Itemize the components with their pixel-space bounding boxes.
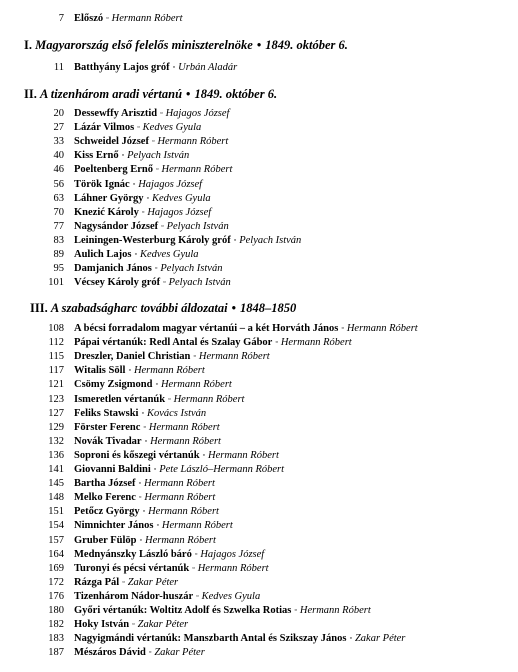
entry-author: Hermann Róbert (148, 506, 219, 518)
separator-icon: ▫ (148, 648, 152, 657)
page-number: 148 (48, 492, 64, 504)
entry-text (74, 548, 264, 561)
section-number: II. (24, 87, 40, 101)
separator-icon: ▫ (137, 123, 140, 132)
entry-title: Bartha József (74, 478, 136, 490)
entry-author: Hermann Róbert (144, 492, 216, 504)
bullet-icon: • (186, 87, 191, 101)
section-date: 1848–1850 (240, 301, 297, 315)
entry-text (74, 407, 206, 420)
separator-icon: ▫ (193, 352, 196, 361)
entry-author: Hermann Róbert (144, 478, 215, 490)
page-number: 187 (48, 647, 64, 659)
entry-title: Nimnichter János (74, 520, 154, 532)
separator-icon: ▫ (106, 14, 109, 22)
entry-text (74, 604, 371, 617)
page-number: 154 (48, 520, 64, 532)
entry-text (74, 107, 229, 120)
separator-icon: ▫ (132, 620, 135, 629)
entry-title: Batthyány Lajos gróf (74, 62, 170, 73)
entry-text (74, 534, 216, 547)
entry-author: Hermann Róbert (346, 323, 418, 334)
page-number: 77 (53, 220, 64, 232)
entry-text (74, 421, 220, 434)
entry-title: Novák Tivadar (74, 435, 142, 447)
entry-title: Győri vértanúk: Woltitz Adolf és Szwelka Rotias (74, 605, 292, 616)
separator-icon: ▫ (160, 109, 163, 117)
entry-title: Mednyánszky László báró (74, 548, 192, 560)
separator-icon: ▫ (172, 63, 176, 71)
entry-author: Hermann Róbert (133, 365, 205, 377)
entry-title: Poeltenberg Ernő (74, 164, 154, 176)
entry-text (74, 206, 211, 219)
page-number: 172 (48, 576, 64, 588)
entry-author: Kedves Gyula (152, 192, 211, 204)
entry-title: Aulich Lajos (74, 249, 132, 260)
entry-title: Leiningen-Westerburg Károly gróf (74, 234, 231, 246)
entry-title: Witalis Söll (74, 365, 126, 377)
separator-icon: ▫ (168, 394, 171, 403)
entry-text (74, 276, 231, 289)
entry-author: Zakar Péter (137, 619, 189, 631)
entry-author: Zakar Péter (154, 647, 205, 659)
page-number: 63 (53, 192, 64, 204)
section-date: 1849. október 6. (265, 38, 348, 52)
page-number: 145 (48, 478, 64, 490)
page-number: 7 (58, 13, 64, 24)
page-number: 132 (48, 435, 64, 447)
entry-text (74, 163, 232, 176)
entry-author: Kedves Gyula (142, 122, 202, 134)
entry-title: Pápai vértanúk: Redl Antal és Szalay Gábor (74, 337, 273, 349)
page-number: 176 (48, 590, 64, 602)
entry-text (74, 491, 215, 504)
separator-icon: ▫ (155, 380, 158, 389)
separator-icon: ▫ (154, 264, 158, 273)
entry-title: Gruber Fülöp (74, 534, 137, 546)
entry-title: Soproni és kőszegi vértanúk (74, 449, 200, 461)
separator-icon: ▫ (138, 479, 142, 488)
separator-icon: ▫ (202, 450, 206, 459)
separator-icon: ▫ (194, 549, 198, 558)
entry-text (74, 121, 201, 134)
page-number: 180 (48, 605, 64, 616)
entry-author: Pete László–Hermann Róbert (159, 464, 285, 475)
entry-author: Hermann Róbert (197, 562, 269, 574)
entry-author: Zakar Péter (354, 633, 406, 645)
entry-text (74, 61, 237, 74)
entry-text (74, 178, 202, 191)
entry-text (74, 449, 279, 462)
separator-icon: ▫ (163, 278, 166, 287)
entry-text (74, 192, 211, 205)
entry-title: Láhner György (74, 192, 144, 204)
separator-icon: ▫ (146, 193, 150, 202)
page-number: 56 (53, 178, 64, 190)
entry-author: Hermann Róbert (299, 605, 371, 616)
entry-author: Pelyach István (168, 277, 231, 289)
page-number: 169 (48, 562, 64, 574)
entry-text (74, 364, 205, 377)
separator-icon: ▫ (196, 591, 199, 600)
section-number: III. (30, 301, 51, 315)
entry-author: Kovács István (146, 407, 207, 419)
entry-text (74, 519, 233, 532)
section-title: A tizenhárom aradi vértanú (39, 87, 183, 101)
entry-text (74, 262, 222, 275)
entry-title: Rázga Pál (74, 576, 120, 588)
entry-author: Kedves Gyula (201, 590, 261, 602)
separator-icon: ▫ (132, 179, 136, 188)
entry-title: Dessewffy Arisztid (74, 108, 158, 119)
entry-author: Hermann Róbert (161, 164, 233, 176)
entry-author: Hermann Róbert (148, 421, 220, 433)
entry-author: Hajagos József (165, 108, 230, 119)
separator-icon: ▫ (161, 221, 164, 230)
section-title: A szabadságharc további áldozatai (50, 301, 228, 315)
entry-title: Förster Ferenc (74, 421, 141, 433)
entry-text (74, 12, 183, 25)
entry-title: Dreszler, Daniel Christian (74, 351, 191, 363)
bullet-icon: • (231, 301, 236, 315)
page-number: 183 (48, 633, 64, 645)
entry-text (74, 435, 221, 448)
entry-author: Kedves Gyula (139, 249, 199, 260)
entry-text (74, 477, 215, 490)
entry-author: Hermann Róbert (150, 435, 221, 447)
entry-title: Feliks Stawski (74, 407, 139, 419)
page-number: 33 (53, 136, 64, 148)
separator-icon: ▫ (122, 577, 125, 586)
entry-title: Tizenhárom Nádor-huszár (74, 590, 194, 602)
separator-icon: ▫ (141, 207, 145, 216)
entry-title: Damjanich János (74, 263, 152, 275)
entry-text (74, 632, 405, 645)
page-number: 182 (48, 619, 64, 631)
entry-text (74, 463, 284, 476)
entry-author: Hermann Róbert (157, 136, 229, 148)
entry-text (74, 135, 228, 148)
entry-title: Lázár Vilmos (74, 122, 135, 134)
entry-author: Hajagos József (200, 548, 265, 560)
bullet-icon: • (256, 38, 262, 52)
section-heading (30, 301, 296, 316)
entry-title: Hoky István (74, 619, 130, 631)
page-number: 108 (48, 323, 64, 334)
entry-title: Nagyigmándi vértanúk: Manszbarth Antal és Szikszay János (74, 633, 347, 645)
separator-icon: ▫ (275, 338, 278, 347)
page-number: 121 (48, 379, 64, 391)
entry-author: Hermann Róbert (161, 520, 233, 532)
separator-icon: ▫ (142, 507, 146, 516)
entry-author: Hermann Róbert (160, 379, 232, 391)
entry-title: Csömy Zsigmond (74, 379, 153, 391)
page-number: 157 (48, 534, 64, 546)
entry-title: Petőcz György (74, 506, 140, 518)
separator-icon: ▫ (138, 493, 142, 502)
entry-title: Török Ignác (74, 178, 130, 190)
entry-text (74, 234, 301, 247)
separator-icon: ▫ (349, 634, 352, 643)
separator-icon: ▫ (128, 366, 131, 375)
page-number: 101 (48, 277, 64, 289)
entry-title: Schweidel József (74, 136, 149, 148)
entry-text (74, 576, 178, 589)
section-date: 1849. október 6. (194, 87, 278, 101)
entry-text (74, 646, 205, 659)
entry-text (74, 590, 260, 603)
entry-title: A bécsi forradalom magyar vértanúi – a két Horváth János (74, 323, 339, 334)
page-number: 136 (48, 449, 64, 461)
entry-author: Hajagos József (138, 178, 203, 190)
separator-icon: ▫ (192, 563, 195, 572)
entry-text (74, 562, 269, 575)
separator-icon: ▫ (139, 535, 143, 544)
page-number: 46 (53, 164, 64, 176)
page-number: 27 (53, 122, 64, 134)
separator-icon: ▫ (141, 408, 144, 417)
page-number: 20 (53, 108, 64, 119)
entry-text (74, 350, 270, 363)
section-title: Magyarország első felelős miniszterelnöke (35, 38, 253, 52)
page-number: 129 (48, 421, 64, 433)
page-number: 141 (48, 464, 64, 475)
page-number: 164 (48, 548, 64, 560)
entry-text (74, 505, 219, 518)
entry-author: Hermann Róbert (145, 534, 216, 546)
section-number: I. (24, 38, 36, 52)
separator-icon: ▫ (153, 465, 157, 473)
entry-author: Hermann Róbert (208, 449, 279, 461)
page-number: 40 (53, 150, 64, 162)
page-number: 117 (48, 365, 64, 377)
separator-icon: ▫ (294, 606, 297, 614)
entry-author: Hermann Róbert (111, 13, 183, 24)
separator-icon: ▫ (151, 137, 155, 146)
separator-icon: ▫ (341, 324, 344, 332)
entry-author: Pelyach István (160, 263, 223, 275)
entry-author: Zakar Péter (127, 576, 179, 588)
separator-icon: ▫ (156, 521, 159, 530)
entry-title: Kiss Ernő (74, 150, 119, 162)
entry-title: Knezić Károly (74, 206, 139, 218)
entry-author: Hermann Róbert (173, 393, 245, 405)
entry-title: Nagysándor József (74, 220, 159, 232)
section-heading (24, 38, 348, 53)
separator-icon: ▫ (121, 151, 125, 160)
page-number: 123 (48, 393, 64, 405)
entry-text (74, 393, 244, 406)
entry-text (74, 336, 352, 349)
page-number: 151 (48, 506, 64, 518)
separator-icon: ▫ (143, 422, 146, 431)
entry-author: Pelyach István (166, 220, 229, 232)
separator-icon: ▫ (233, 235, 237, 244)
page-number: 70 (53, 206, 64, 218)
entry-author: Hajagos József (147, 206, 212, 218)
entry-author: Hermann Róbert (280, 337, 352, 349)
entry-title: Vécsey Károly gróf (74, 277, 161, 289)
entry-text (74, 248, 199, 261)
entry-author: Urbán Aladár (178, 62, 238, 73)
entry-author: Pelyach István (127, 150, 190, 162)
page-number: 83 (53, 234, 64, 246)
entry-text (74, 618, 188, 631)
entry-author: Hermann Róbert (198, 351, 270, 363)
entry-title: Ismeretlen vértanúk (74, 393, 166, 405)
entry-author: Pelyach István (239, 234, 302, 246)
entry-text (74, 378, 232, 391)
entry-title: Giovanni Baldini (74, 464, 151, 475)
separator-icon: ▫ (134, 250, 137, 258)
entry-text (74, 322, 418, 335)
page-number: 115 (48, 351, 64, 363)
entry-title: Melko Ferenc (74, 492, 136, 504)
entry-text (74, 220, 229, 233)
page-number: 11 (53, 62, 64, 73)
section-heading (24, 87, 277, 102)
page-number: 89 (53, 249, 64, 260)
entry-text (74, 149, 189, 162)
entry-title: Turonyi és pécsi vértanúk (74, 562, 190, 574)
page-number: 95 (53, 263, 64, 275)
separator-icon: ▫ (156, 165, 159, 174)
page-number: 127 (48, 407, 64, 419)
entry-title: Mészáros Dávid (74, 647, 146, 659)
entry-title: Előszó (74, 13, 104, 24)
page-number: 112 (48, 337, 64, 349)
separator-icon: ▫ (144, 436, 148, 445)
